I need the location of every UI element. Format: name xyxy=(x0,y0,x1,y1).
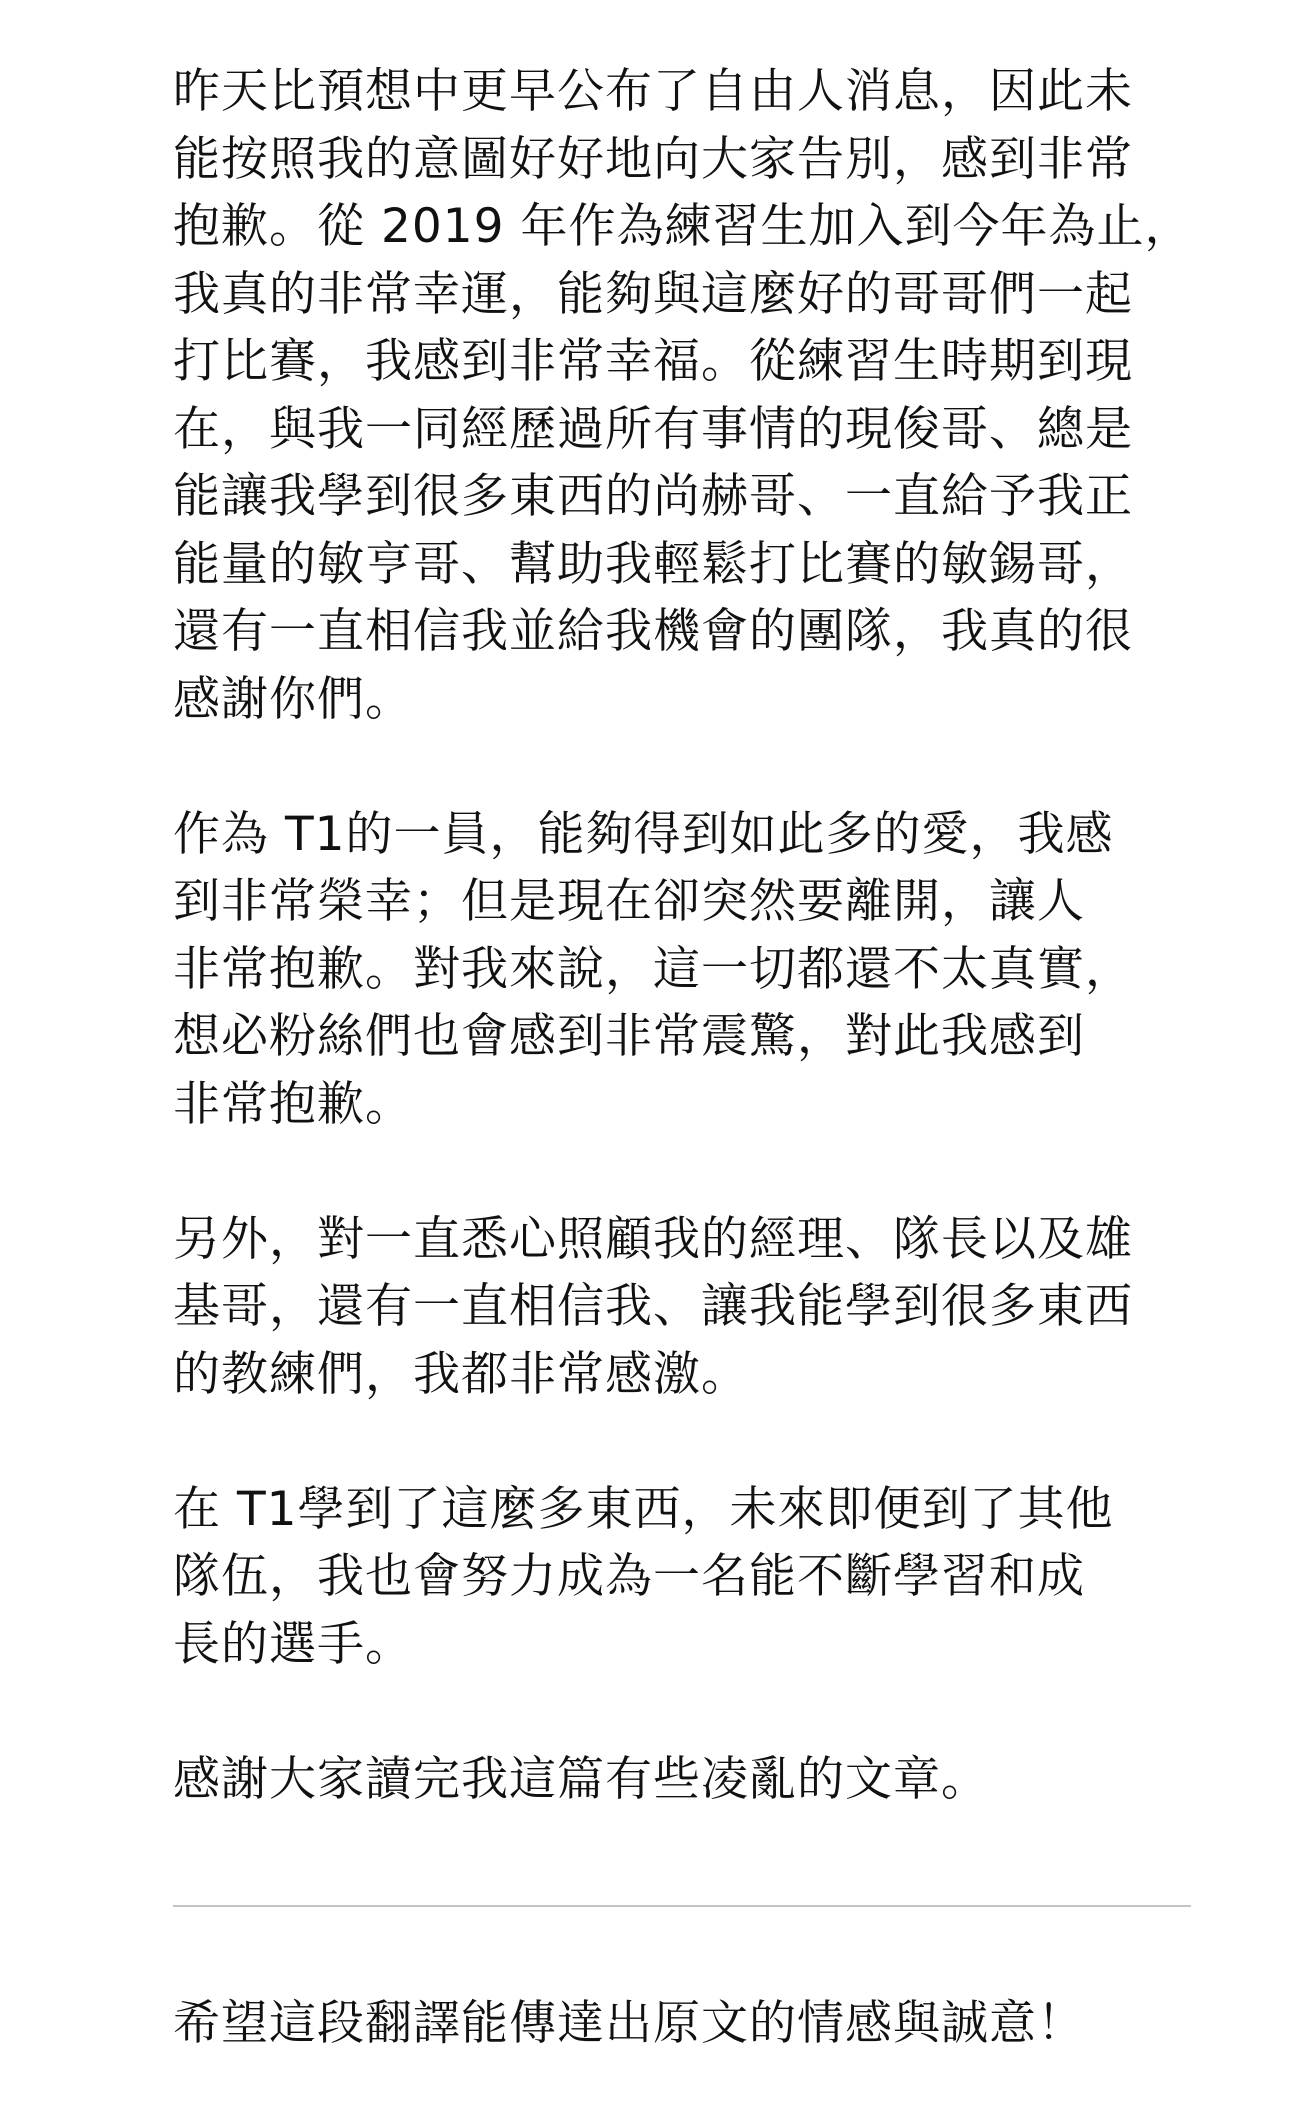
paragraph-spacer xyxy=(173,1678,1213,1746)
text-line: 在，與我一同經歷過所有事情的現俊哥、總是 xyxy=(173,401,1133,457)
text-line: 感謝大家讀完我這篇有些凌亂的文章。 xyxy=(173,1751,989,1807)
text-line: 非常抱歉。 xyxy=(173,1076,413,1132)
paragraph-spacer xyxy=(173,1138,1213,1206)
paragraph-3 xyxy=(173,1206,1213,1409)
paragraph-2 xyxy=(173,801,1213,1139)
text-line: 能讓我學到很多東西的尚赫哥、一直給予我正 xyxy=(173,469,1133,524)
text-line: 隊伍，我也會努力成為一名能不斷學習和成 xyxy=(173,1549,1085,1604)
paragraph-5 xyxy=(173,1746,1213,1814)
text-line: 作為 T1的一員，能夠得到如此多的愛，我感 xyxy=(173,806,1114,862)
horizontal-divider xyxy=(173,1905,1191,1907)
text-line: 另外，對一直悉心照顧我的經理、隊長以及雄 xyxy=(173,1211,1133,1267)
text-line: 長的選手。 xyxy=(173,1616,413,1672)
text-line: 非常抱歉。對我來說，這一切都還不太真實， xyxy=(173,941,1133,997)
text-line: 到非常榮幸；但是現在卻突然要離開，讓人 xyxy=(173,874,1085,929)
text-line: 想必粉絲們也會感到非常震驚，對此我感到 xyxy=(173,1009,1085,1064)
paragraph-1 xyxy=(173,58,1213,733)
paragraph-4 xyxy=(173,1476,1213,1679)
text-line: 能量的敏亨哥、幫助我輕鬆打比賽的敏錫哥， xyxy=(173,536,1133,592)
paragraph-spacer xyxy=(173,733,1213,801)
article-body xyxy=(173,58,1213,1813)
closing-note: 希望這段翻譯能傳達出原文的情感與誠意！ xyxy=(173,1996,1085,2051)
text-line: 我真的非常幸運，能夠與這麼好的哥哥們一起 xyxy=(173,266,1133,322)
text-line: 能按照我的意圖好好地向大家告別，感到非常 xyxy=(173,131,1133,187)
paragraph-spacer xyxy=(173,1408,1213,1476)
text-line: 在 T1學到了這麼多東西，未來即便到了其他 xyxy=(173,1481,1114,1537)
text-line: 還有一直相信我並給我機會的團隊，我真的很 xyxy=(173,604,1133,659)
text-line: 打比賽，我感到非常幸福。從練習生時期到現 xyxy=(173,334,1133,389)
text-line: 昨天比預想中更早公布了自由人消息，因此未 xyxy=(173,64,1133,119)
text-line: 感謝你們。 xyxy=(173,671,413,727)
text-line: 基哥，還有一直相信我、讓我能學到很多東西 xyxy=(173,1279,1133,1334)
text-line: 抱歉。從 2019 年作為練習生加入到今年為止， xyxy=(173,199,1193,254)
text-line: 的教練們，我都非常感激。 xyxy=(173,1346,749,1402)
